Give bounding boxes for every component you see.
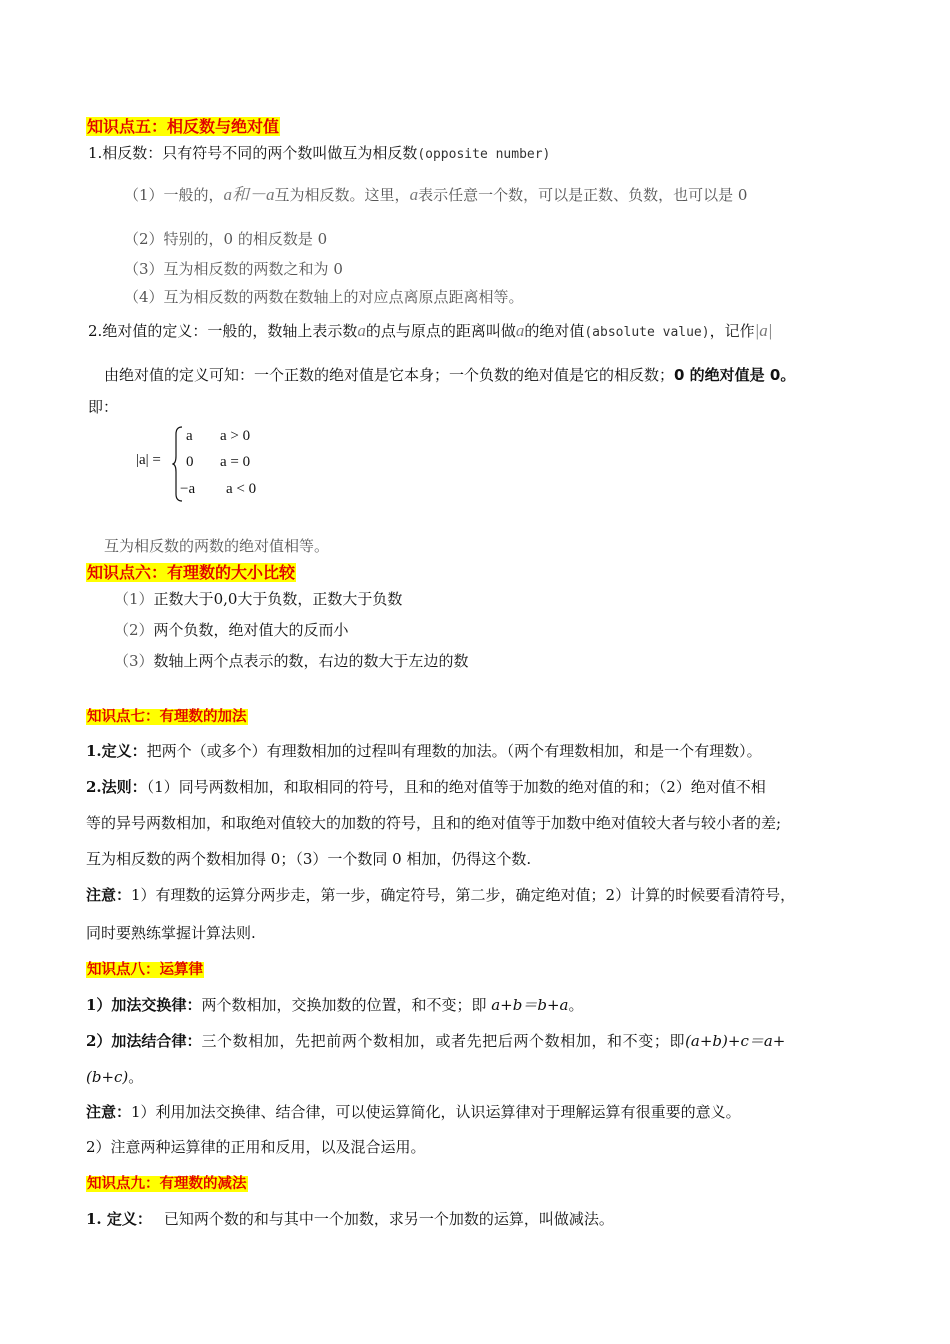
law-note-line-1 — [86, 1102, 741, 1122]
formula-r1-value: a — [186, 428, 193, 444]
subtraction-definition — [86, 1209, 614, 1229]
section5-heading — [86, 117, 280, 137]
section8-heading-text: 知识点八：运算律 — [87, 962, 203, 978]
formula-r3-value: −a — [180, 481, 196, 497]
compare-item-3 — [114, 651, 469, 671]
associative-text: 三个数相加，先把前两个数相加，或者先把后两个数相加，和不变；即 — [201, 1032, 686, 1050]
formula-r2-value: 0 — [186, 454, 194, 470]
associative-formula-2: (b+c) — [86, 1068, 129, 1086]
compare-3-text: 数轴上两个点表示的数，右边的数大于左边的数 — [153, 652, 469, 670]
namely-label: 即： — [88, 398, 119, 416]
commutative-formula: a+b＝b+a — [491, 996, 569, 1014]
law-note-label: 注意： — [86, 1103, 132, 1121]
formula-brace — [172, 426, 184, 502]
formula-r1-condition: a > 0 — [220, 428, 251, 444]
compare-3-prefix: （3） — [114, 652, 154, 670]
addition-note-line-2: 同时要熟练掌握计算法则. — [86, 924, 256, 942]
absolute-property — [104, 365, 795, 385]
compare-1-text-b: 大于负数，正数大于负数 — [237, 590, 403, 608]
formula-r2-condition: a = 0 — [220, 454, 251, 470]
compare-1-numbers: 0,0 — [213, 590, 238, 608]
section6-heading-text: 知识点六：有理数的大小比较 — [87, 563, 296, 582]
compare-item-1 — [114, 589, 402, 609]
abs-def-part-a: 绝对值的定义：一般的，数轴上表示数 — [102, 322, 358, 340]
formula-r3-condition: a < 0 — [226, 481, 257, 497]
section5-heading-text: 知识点五：相反数与绝对值 — [87, 117, 280, 136]
abs-def-part-d: ，记作 — [709, 322, 755, 340]
opposite-definition-text: 1.相反数：只有符号不同的两个数叫做互为相反数 — [88, 144, 418, 162]
section9-heading-text: 知识点九：有理数的减法 — [87, 1176, 247, 1192]
abs-def-part-b: 的点与原点的距离叫做 — [365, 322, 516, 340]
abs-property-text: 由绝对值的定义可知：一个正数的绝对值是它本身；一个负数的绝对值是它的相反数； — [104, 366, 675, 384]
opposite-item-2: （2）特别的，0 的相反数是 0 — [124, 230, 328, 248]
addition-note-text-1: 1）有理数的运算分两步走，第一步，确定符号，第二步，确定绝对值；2）计算的时候要看清符号， — [131, 886, 796, 904]
formula-lhs: |a| = — [136, 452, 161, 468]
addition-rule-text-1: （1）同号两数相加，和取相同的符号，且和的绝对值等于加数的绝对值的和；（2）绝对值不相 — [146, 778, 766, 796]
abs-property-zero: 0 的绝对值是 0。 — [674, 366, 796, 384]
commutative-law — [86, 995, 583, 1015]
section7-heading-text: 知识点七：有理数的加法 — [87, 709, 247, 725]
associative-law-cont — [86, 1067, 143, 1087]
section9-heading — [86, 1173, 248, 1194]
subtraction-def-text: 已知两个数的和与其中一个加数，求另一个加数的运算，叫做减法。 — [163, 1210, 614, 1228]
compare-2-prefix: （2） — [114, 621, 154, 639]
commutative-text: 两个数相加，交换加数的位置，和不变；即 — [201, 996, 492, 1014]
opposite-abs-equal: 互为相反数的两数的绝对值相等。 — [104, 537, 330, 555]
addition-def-text: 把两个（或多个）有理数相加的过程叫有理数的加法。（两个有理数相加，和是一个有理数）。 — [146, 742, 762, 760]
addition-rule-line-1 — [86, 777, 766, 797]
compare-1-prefix: （1） — [114, 590, 154, 608]
commutative-end: 。 — [568, 996, 584, 1014]
opposite-english: (opposite number) — [417, 147, 551, 162]
law-note-line-2: 2）注意两种运算律的正用和反用，以及混合运用。 — [86, 1138, 426, 1156]
abs-def-english: (absolute value) — [584, 325, 710, 340]
addition-note-line-1 — [86, 885, 795, 905]
abs-def-var: a — [357, 321, 366, 340]
law-note-text-1: 1）利用加法交换律、结合律，可以使运算简化，认识运算律对于理解运算有很重要的意义。 — [131, 1103, 741, 1121]
opposite-item-3: （3）互为相反数的两数之和为 0 — [124, 260, 343, 278]
item1-mid: 互为相反数。这里， — [274, 186, 410, 204]
addition-def-label: 1.定义： — [86, 742, 147, 760]
associative-end: 。 — [128, 1068, 144, 1086]
associative-formula: (a+b)+c＝a+ — [685, 1032, 786, 1050]
opposite-definition — [88, 143, 550, 165]
addition-rule-line-2: 等的异号两数相加，和取绝对值较大的加数的符号，且和的绝对值等于加数中绝对值较大者与较小者的差; — [86, 814, 782, 832]
abs-def-part-c: 的绝对值 — [524, 322, 585, 340]
associative-law — [86, 1031, 785, 1051]
item1-prefix: （1）一般的， — [124, 186, 224, 204]
compare-item-2 — [114, 620, 349, 640]
absolute-value-formula — [136, 424, 296, 504]
section6-heading — [86, 563, 296, 583]
section7-heading — [86, 706, 248, 727]
abs-def-number: 2. — [88, 322, 103, 340]
compare-1-text-a: 正数大于 — [153, 590, 214, 608]
section8-heading — [86, 959, 204, 980]
addition-note-label: 注意： — [86, 886, 132, 904]
subtraction-def-label: 1. 定义： — [86, 1210, 152, 1228]
commutative-label: 1）加法交换律： — [86, 996, 202, 1014]
item1-suffix: 表示任意一个数，可以是正数、负数，也可以是 0 — [418, 186, 748, 204]
addition-rule-line-3: 互为相反数的两个数相加得 0；（3）一个数同 0 相加，仍得这个数. — [86, 850, 532, 868]
abs-def-notation: |a| — [754, 321, 773, 340]
opposite-item-4: （4）互为相反数的两数在数轴上的对应点离原点距离相等。 — [124, 288, 524, 306]
absolute-definition — [88, 321, 772, 343]
item1-math: a和－a — [223, 185, 275, 204]
item1-var: a — [409, 185, 419, 204]
abs-def-var2: a — [515, 321, 525, 340]
opposite-item-1 — [124, 185, 747, 205]
associative-label: 2）加法结合律： — [86, 1032, 202, 1050]
addition-rule-label: 2.法则： — [86, 778, 147, 796]
addition-definition — [86, 741, 762, 761]
compare-2-text: 两个负数，绝对值大的反而小 — [153, 621, 349, 639]
